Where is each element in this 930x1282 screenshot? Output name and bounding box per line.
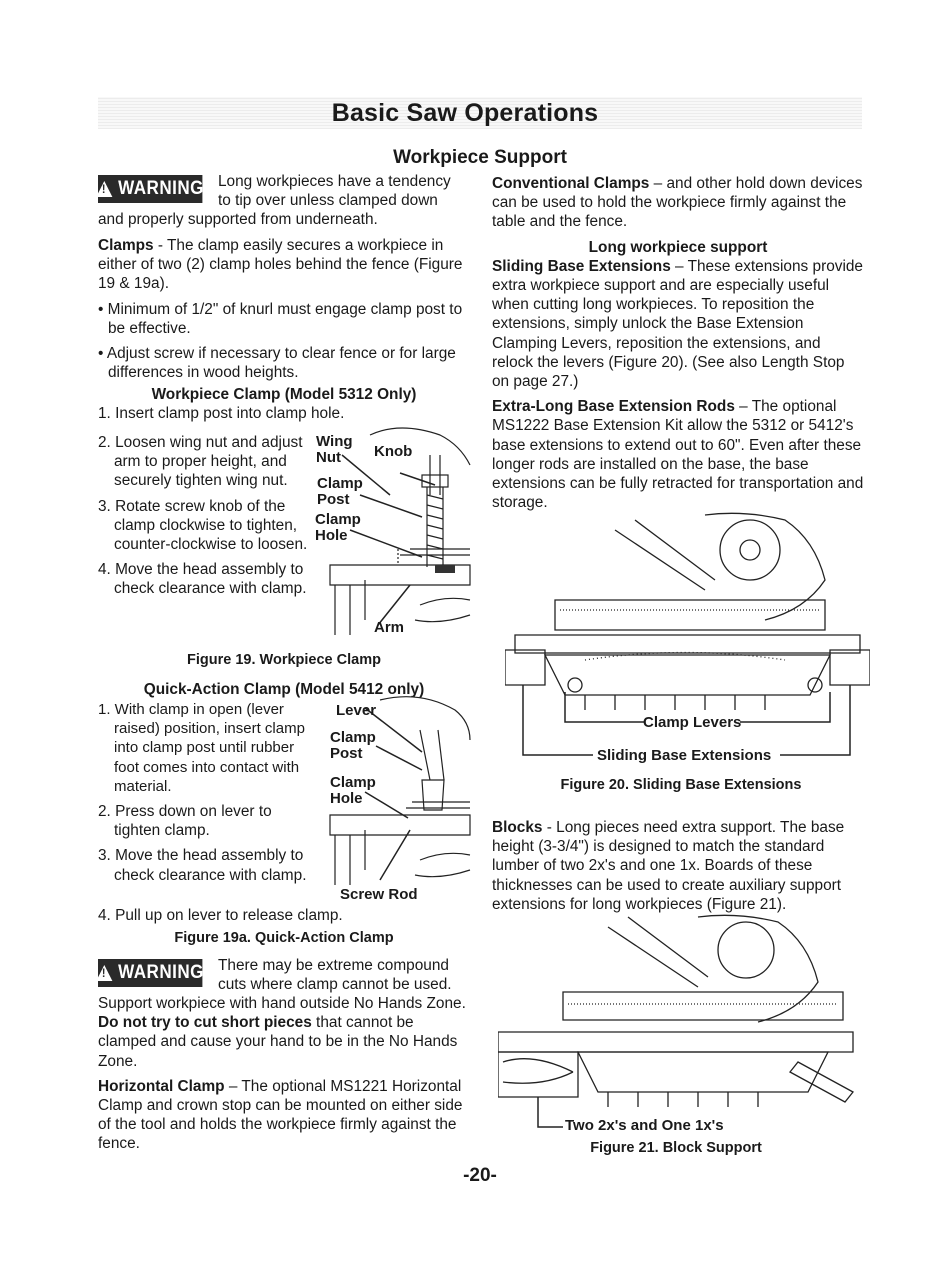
quick-action-step4-block: [98, 906, 470, 925]
callout-lever: Lever: [336, 702, 377, 719]
horizontal-clamp-label: Horizontal Clamp: [98, 1077, 225, 1095]
workpiece-clamp-step-4: 4. Move the head assembly to check clearance with clamp.: [98, 561, 307, 598]
warning-badge-label: WARNING: [118, 178, 204, 199]
conventional-clamps-paragraph: [492, 174, 864, 232]
extra-long-label: Extra-Long Base Extension Rods: [492, 398, 735, 416]
callout-wing-nut: Wing Nut: [316, 433, 353, 466]
conventional-clamps-text: – and other hold down devices can be used to hold the workpiece firmly against the table and the fence.: [492, 175, 863, 231]
warning1-line2: to tip over unless clamped down: [218, 192, 438, 210]
leader-clamp-levers-right: [740, 692, 830, 722]
warning1-line3: and properly supported from underneath.: [98, 211, 378, 228]
warning2-text-a: Support workpiece with hand outside No Hands Zone.: [98, 995, 466, 1012]
blocks-label: Blocks: [492, 819, 543, 836]
callout-clamp-hole: Clamp Hole: [315, 511, 361, 544]
blocks-text: - Long pieces need extra support. The base height (3-3/4") is designed to match the standard lumber of two 2x's and one 1x. Boards of these thicknesses can be used to create auxiliary support extensions for long workpieces (Figure 21).: [492, 819, 845, 913]
blocks-section: [492, 818, 864, 914]
callout-screw-rod: Screw Rod: [340, 886, 418, 903]
quick-action-step-2: 2. Press down on lever to tighten clamp.: [98, 803, 272, 840]
warning1-line3-block: [98, 210, 470, 229]
leader-clamp-levers-left: [565, 692, 645, 722]
warning-triangle-icon: [97, 181, 113, 197]
callout-sliding-base-extensions: Sliding Base Extensions: [597, 747, 772, 764]
workpiece-clamp-heading-block: [98, 385, 470, 423]
horizontal-clamp-text: – The optional MS1221 Horizontal Clamp and crown stop can be mounted on either side of the tool and holds the workpiece firmly against the fence.: [98, 1077, 463, 1153]
warning2-paragraph: [98, 994, 470, 1071]
warning2-text-b: that cannot be clamped and cause your hand to be in the No Hands Zone.: [98, 1014, 458, 1070]
callout-qa-clamp-hole: Clamp Hole: [330, 774, 376, 807]
warning2-line1: There may be extreme compound: [218, 957, 449, 974]
clamps-text: - The clamp easily secures a workpiece in either of two (2) clamp holes behind the fence (Figure 19 & 19a).: [98, 237, 463, 293]
figure-21-illustration: [498, 912, 868, 1140]
workpiece-clamp-steps: [98, 433, 310, 599]
quick-action-steps: [98, 700, 310, 885]
clamps-bullet-2: • Adjust screw if necessary to clear fence or for large differences in wood heights.: [98, 345, 456, 382]
callout-clamp-levers: Clamp Levers: [643, 714, 742, 731]
leader-clamp-post: [360, 495, 422, 517]
horizontal-clamp-paragraph: [98, 1077, 470, 1154]
quick-action-step-3: 3. Move the head assembly to check clearance with clamp.: [98, 847, 307, 884]
workpiece-clamp-step-3: 3. Rotate screw knob of the clamp clockwise to tighten, counter-clockwise to loosen.: [98, 497, 308, 554]
sliding-base-text: – These extensions provide extra workpiece support and are especially useful when cutting long workpieces. To reposition the extensions, simply unlock the Base Extension Clamping Levers, reposition the extensions, and relock the levers (Figure 20). (See also Length Stop on page 27.): [492, 257, 863, 391]
warning1-lines: [218, 172, 470, 210]
extra-long-paragraph: [492, 397, 864, 512]
blocks-paragraph: [492, 818, 864, 914]
workpiece-clamp-heading: Workpiece Clamp (Model 5312 Only): [151, 386, 417, 403]
warning2-lines: [218, 956, 470, 994]
clamps-label: Clamps: [98, 237, 154, 254]
callout-arm: Arm: [374, 619, 405, 636]
long-workpiece-heading: Long workpiece support: [588, 238, 768, 256]
leader-screw-rod: [380, 830, 410, 880]
sliding-base-label: Sliding Base Extensions: [492, 257, 671, 275]
warning1-line1: Long workpieces have a tendency: [218, 173, 451, 190]
workpiece-clamp-step-2: 2. Loosen wing nut and adjust arm to proper height, and securely tighten wing nut.: [98, 434, 303, 490]
figure-21-caption: Figure 21. Block Support: [590, 1140, 762, 1156]
page-title: Basic Saw Operations: [331, 99, 599, 127]
callout-two-by-blocks: Two 2x's and One 1x's: [565, 1117, 724, 1134]
clamp-foot-icon: [435, 565, 455, 573]
callout-qa-clamp-post: Clamp Post: [330, 729, 376, 762]
warning2-body: [98, 994, 470, 1154]
leader-qa-clamp-post: [376, 746, 422, 770]
clamps-paragraph: [98, 236, 470, 294]
warning2-text-bold: Do not try to cut short pieces: [98, 1014, 312, 1032]
warning-badge-2: [98, 959, 202, 987]
conventional-clamps-label: Conventional Clamps: [492, 175, 650, 192]
quick-action-heading: Quick-Action Clamp (Model 5412 only): [143, 681, 425, 698]
workpiece-clamp-step-1: 1. Insert clamp post into clamp hole.: [98, 405, 345, 423]
figure-20-caption: Figure 20. Sliding Base Extensions: [560, 777, 802, 793]
warning-badge-1: [98, 175, 202, 203]
callout-knob: Knob: [374, 443, 413, 460]
leader-blocks: [538, 1097, 563, 1127]
clamps-section: [98, 236, 470, 382]
right-text-top: [492, 174, 864, 512]
quick-action-step-1: 1. With clamp in open (lever raised) position, insert clamp into clamp post until rubber foot comes into contact with material.: [98, 701, 305, 795]
warning-triangle-icon: [97, 965, 113, 981]
figure-19-caption: Figure 19. Workpiece Clamp: [187, 652, 381, 668]
quick-action-step-4: 4. Pull up on lever to release clamp.: [98, 907, 343, 924]
warning-badge-label: WARNING: [118, 962, 204, 983]
section-title: Workpiece Support: [393, 147, 567, 168]
page-number: -20-: [463, 1165, 497, 1186]
figure-19a-caption: Figure 19a. Quick-Action Clamp: [174, 930, 394, 946]
warning2-line2: cuts where clamp cannot be used.: [218, 976, 452, 994]
sliding-base-paragraph: [492, 257, 864, 391]
clamps-bullet-1: • Minimum of 1/2" of knurl must engage clamp post to be effective.: [98, 300, 463, 337]
callout-clamp-post: Clamp Post: [317, 475, 363, 508]
extra-long-text: – The optional MS1222 Base Extension Kit allow the 5312 or 5412's base extensions to extend out to 60". Even after these longer rods are installed on the base, the base extensions can be fully retracted for transportation and storage.: [492, 398, 864, 512]
